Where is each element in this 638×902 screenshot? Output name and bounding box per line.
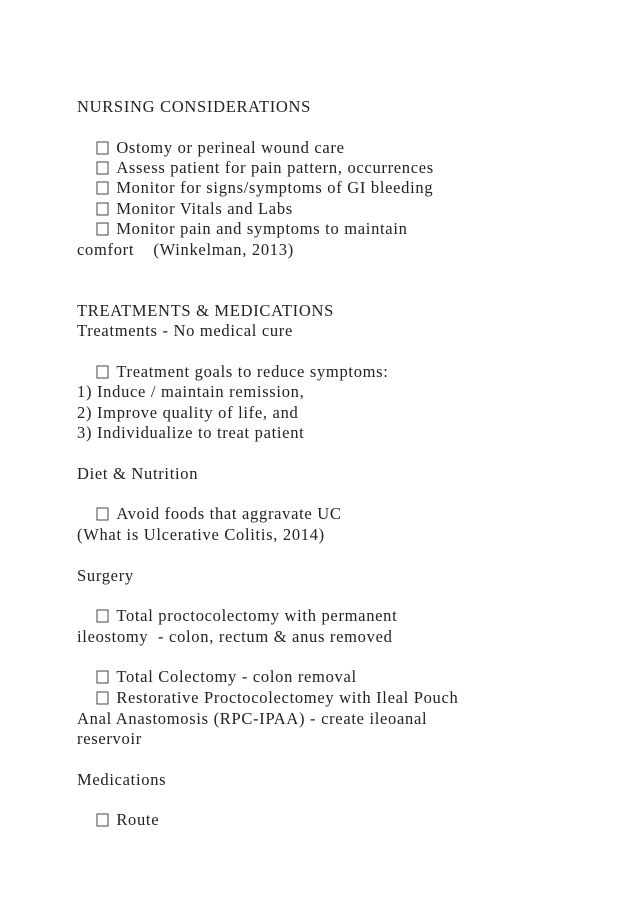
surgery-item-text: Total proctocolectomy with permanent [116, 606, 398, 625]
medications-item-text: Route [116, 810, 160, 829]
nursing-item-text: Monitor for signs/symptoms of GI bleeding [116, 178, 434, 197]
treatments-heading: TREATMENTS & MEDICATIONS [77, 301, 334, 320]
surgery-heading: Surgery [77, 566, 134, 585]
treatments-intro: Treatments - No medical cure [77, 321, 294, 340]
missing-glyph-icon [96, 813, 109, 827]
missing-glyph-icon [96, 507, 109, 521]
surgery-continuation: Anal Anastomosis (RPC-IPAA) - create ileoanal [77, 709, 428, 728]
goal-line: 1) Induce / maintain remission, [77, 382, 305, 401]
surgery-continuation: ileostomy - colon, rectum & anus removed [77, 627, 393, 646]
list-item [77, 790, 159, 850]
nursing-heading: NURSING CONSIDERATIONS [77, 97, 312, 116]
nursing-item-text: Ostomy or perineal wound care [116, 138, 345, 157]
nursing-item-text: Assess patient for pain pattern, occurrences [116, 158, 434, 177]
diet-citation: (What is Ulcerative Colitis, 2014) [77, 525, 325, 544]
goal-line: 2) Improve quality of life, and [77, 403, 299, 422]
nursing-continuation: comfort (Winkelman, 2013) [77, 240, 294, 259]
surgery-item-text: Total Colectomy - colon removal [116, 667, 357, 686]
goal-line: 3) Individualize to treat patient [77, 423, 305, 442]
medications-heading: Medications [77, 770, 167, 789]
diet-item-text: Avoid foods that aggravate UC [116, 504, 342, 523]
missing-glyph-icon [96, 691, 109, 705]
surgery-item-text: Restorative Proctocolectomey with Ileal Pouch [116, 688, 459, 707]
missing-glyph-icon [96, 365, 109, 379]
treatment-goals-text: Treatment goals to reduce symptoms: [116, 362, 389, 381]
missing-glyph-icon [96, 222, 109, 236]
nursing-item-text: Monitor Vitals and Labs [116, 199, 293, 218]
diet-heading: Diet & Nutrition [77, 464, 199, 483]
nursing-item-text: Monitor pain and symptoms to maintain [116, 219, 408, 238]
missing-glyph-icon [96, 609, 109, 623]
surgery-continuation: reservoir [77, 729, 142, 748]
